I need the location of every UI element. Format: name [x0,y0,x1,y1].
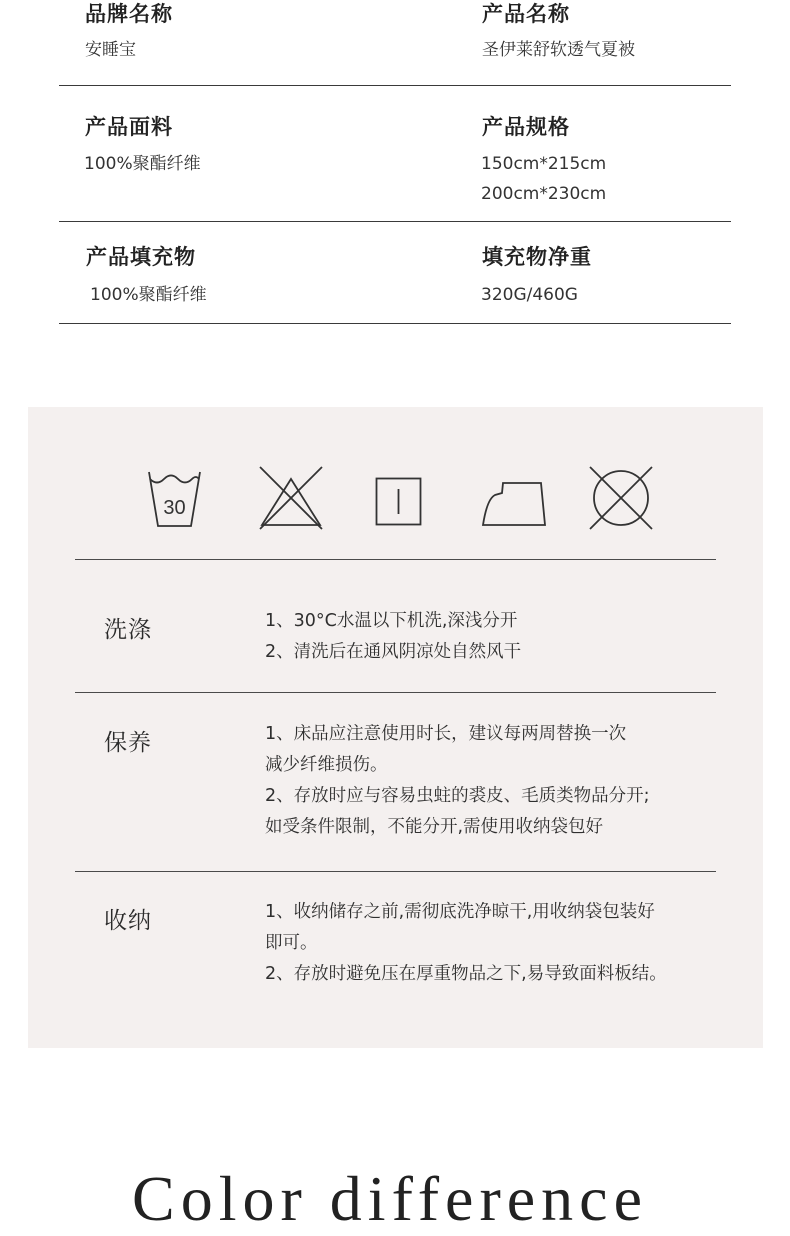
wash-30-icon [146,469,204,527]
size-value-2: 200cm*230cm [481,184,607,204]
size-label: 产品规格 [482,115,570,139]
washing-line-1: 1、30°C水温以下机洗,深浅分开 [265,611,518,631]
divider-line [75,559,716,560]
net-weight-value: 320G/460G [481,285,578,305]
storage-line-3: 2、存放时避免压在厚重物品之下,易导致面料板结。 [265,964,667,984]
filling-label: 产品填充物 [86,245,196,269]
washing-line-2: 2、清洗后在通风阴凉处自然风干 [265,642,522,662]
filling-value: 100%聚酯纤维 [90,285,207,305]
spec-row-brand [59,0,731,86]
no-dry-clean-icon [588,465,654,531]
maintenance-line-2: 减少纤维损伤。 [265,755,388,775]
color-difference-heading: Color difference [132,1163,648,1234]
maintenance-line-3: 2、存放时应与容易虫蛀的裘皮、毛质类物品分开; [265,786,650,806]
storage-line-2: 即可。 [265,933,318,953]
divider-line [75,692,716,693]
brand-value: 安睡宝 [85,40,136,60]
maintenance-text [265,719,735,843]
iron-icon [481,479,547,527]
washing-text [265,606,735,668]
product-name-value: 圣伊莱舒软透气夏被 [482,40,635,60]
fabric-value: 100%聚酯纤维 [84,154,201,174]
no-bleach-icon [258,465,324,531]
storage-line-1: 1、收纳储存之前,需彻底洗净晾干,用收纳袋包装好 [265,902,655,922]
spec-row-filling [59,222,731,324]
divider-line [75,871,716,872]
spec-row-fabric [59,86,731,222]
wash-temperature-text: 30 [163,497,186,519]
size-value-1: 150cm*215cm [481,154,607,174]
storage-text [265,897,735,990]
net-weight-label: 填充物净重 [482,245,592,269]
storage-title: 收纳 [104,908,152,934]
brand-label: 品牌名称 [85,2,173,26]
maintenance-line-4: 如受条件限制，不能分开,需使用收纳袋包好 [265,817,604,837]
line-dry-icon [375,477,423,527]
product-name-label: 产品名称 [482,2,570,26]
maintenance-line-1: 1、床品应注意使用时长，建议每两周替换一次 [265,724,627,744]
care-instructions-panel [28,407,763,1048]
washing-title: 洗涤 [104,617,152,643]
fabric-label: 产品面料 [85,115,173,139]
maintenance-title: 保养 [104,730,152,756]
